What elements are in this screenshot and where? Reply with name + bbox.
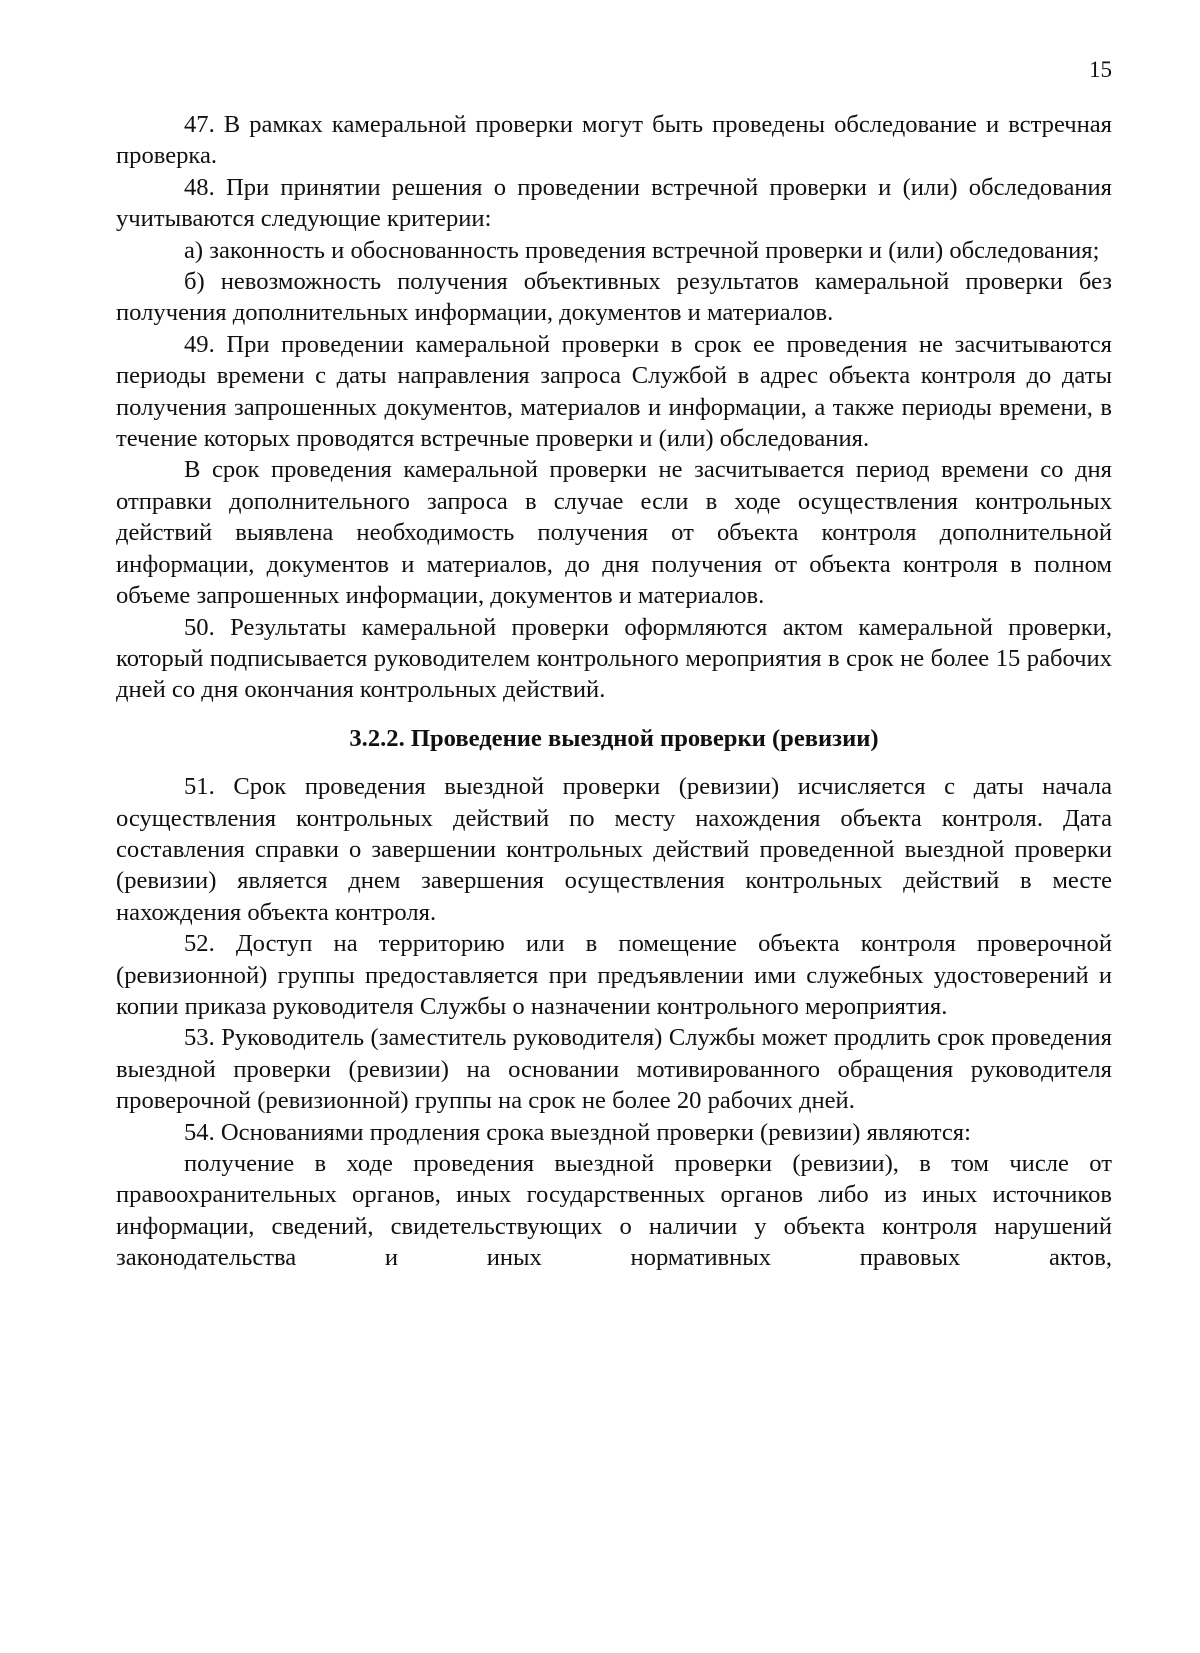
paragraph-48-b: б) невозможность получения объективных результатов камеральной проверки без получения дополнительных информации, документов и материалов. <box>116 268 1112 327</box>
paragraph-48: 48. При принятии решения о проведении встречной проверки и (или) обследования учитываются следующие критерии: <box>116 173 1112 233</box>
page-number: 15 <box>1089 57 1112 82</box>
document-body <box>116 109 1112 1274</box>
paragraph-48-a: а) законность и обоснованность проведения встречной проверки и (или) обследования; <box>184 236 1100 264</box>
paragraph-51: 51. Срок проведения выездной проверки (ревизии) исчисляется с даты начала осуществления контрольных действий по месту нахождения объекта контроля. Дата составления справки о завершении контрольных действий проведенной выездной проверки (ревизии) является днем завершения осуществления контрольных действий в месте нахождения объекта контроля. <box>116 773 1112 926</box>
paragraph-53: 53. Руководитель (заместитель руководителя) Службы может продлить срок проведения выездной проверки (ревизии) на основании мотивированного обращения руководителя проверочной (ревизионной) группы на срок не более 20 рабочих дней. <box>116 1024 1112 1115</box>
paragraph-47: 47. В рамках камеральной проверки могут быть проведены обследование и встречная проверка. <box>116 111 1112 170</box>
paragraph-50: 50. Результаты камеральной проверки оформляются актом камеральной проверки, который подписывается руководителем контрольного мероприятия в срок не более 15 рабочих дней со дня окончания контрольных действий. <box>116 613 1112 704</box>
paragraph-54-item: получение в ходе проведения выездной проверки (ревизии), в том числе от правоохранительных органов, иных государственных органов либо из иных источников информации, сведений, свидетельствующих о наличии у объекта контроля нарушений законодательства и иных нормативных правовых актов, <box>116 1150 1112 1272</box>
paragraph-49: 49. При проведении камеральной проверки в срок ее проведения не засчитываются периоды времени с даты направления запроса Службой в адрес объекта контроля до даты получения запрошенных документов, материалов и информации, а также периоды времени, в течение которых проводятся встречные проверки и (или) обследования. <box>116 330 1112 453</box>
paragraph-49-continued: В срок проведения камеральной проверки не засчитывается период времени со дня отправки дополнительного запроса в случае если в ходе осуществления контрольных действий выявлена необходимость получения от объекта контроля дополнительной информации, документов и материалов, до дня получения от объекта контроля в полном объеме запрошенных информации, документов и материалов. <box>116 456 1112 610</box>
paragraph-52: 52. Доступ на территорию или в помещение объекта контроля проверочной (ревизионной) группы предоставляется при предъявлении ими служебных удостоверений и копии приказа руководителя Службы о назначении контрольного мероприятия. <box>116 930 1112 1020</box>
paragraph-54: 54. Основаниями продления срока выездной проверки (ревизии) являются: <box>184 1118 971 1146</box>
section-heading: 3.2.2. Проведение выездной проверки (ревизии) <box>349 724 879 752</box>
